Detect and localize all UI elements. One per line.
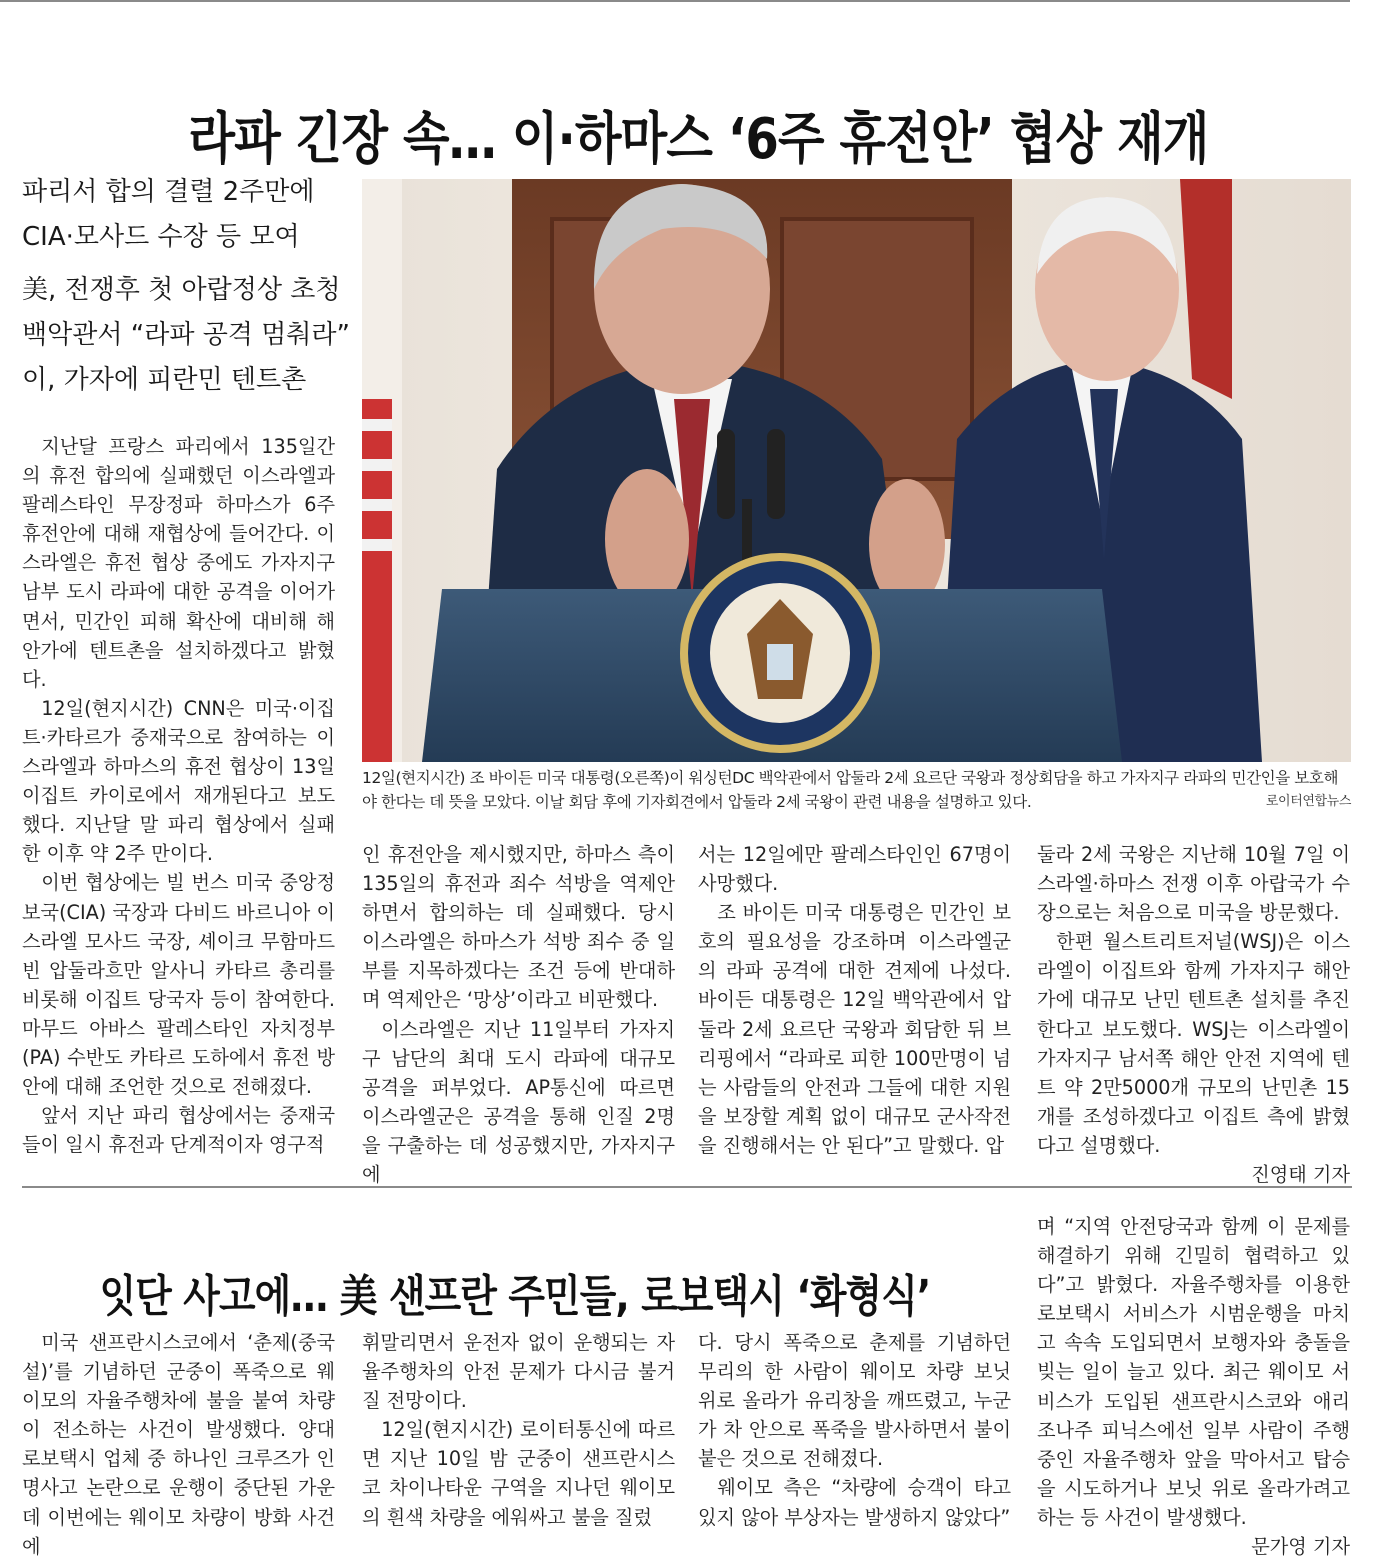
paragraph: 휘말리면서 운전자 없이 운행되는 자율주행차의 안전 문제가 다시금 불거질 전망이다. bbox=[362, 1331, 675, 1413]
top-rule bbox=[0, 0, 1350, 2]
paragraph: 다. 당시 폭죽으로 춘제를 기념하던 무리의 한 사람이 웨이모 차량 보닛 위로 올라가 유리창을 깨뜨렸고, 누군가 차 안으로 폭죽을 발사하면서 불이 붙은 것으로 전해졌다. bbox=[698, 1331, 1011, 1471]
caption-text: 12일(현지시간) 조 바이든 미국 대통령(오른쪽)이 워싱턴DC 백악관에서 압둘라 2세 요르단 국왕과 정상회담을 하고 가자지구 라파의 민간인을 보호해야 한다는 데 뜻을 모았다. 이날 회담 후에 기자회견에서 압둘라 2세 국왕이 관련 내용을 설명하고 있다. bbox=[362, 769, 1339, 811]
paragraph: 둘라 2세 국왕은 지난해 10월 7일 이스라엘·하마스 전쟁 이후 아랍국가 수장으로는 처음으로 미국을 방문했다. bbox=[1037, 843, 1350, 925]
article2-column-1 bbox=[22, 1328, 335, 1561]
photo-credit: 로이터연합뉴스 bbox=[1265, 794, 1351, 809]
paragraph: 이스라엘은 지난 11일부터 가자지구 남단의 최대 도시 라파에 대규모 공격을 퍼부었다. AP통신에 따르면 이스라엘군은 공격을 통해 인질 2명을 구출하는 데 성공했지만, 가자지구에 bbox=[362, 1017, 675, 1187]
article1-subheads bbox=[22, 170, 351, 411]
subhead-line: 백악관서 “라파 공격 멈춰라” bbox=[22, 320, 351, 350]
paragraph: 미국 샌프란시스코에서 ‘춘제(중국설)’를 기념하던 군중이 폭죽으로 웨이모의 자율주행차에 불을 붙여 차량이 전소하는 사건이 발생했다. 양대 로보택시 업체 중 하나인 크루즈가 인명사고 논란으로 운행이 중단된 가운데 이번에는 웨이모 차량이 방화 사건에 bbox=[22, 1331, 335, 1558]
news-photo bbox=[362, 179, 1351, 762]
byline: 진영태 기자 bbox=[1251, 1163, 1350, 1187]
subhead-group-1 bbox=[22, 170, 342, 260]
paragraph: 12일(현지시간) 로이터통신에 따르면 지난 10일 밤 군중이 샌프란시스코 차이나타운 구역을 지나던 웨이모의 흰색 차량을 에워싸고 불을 질렀 bbox=[362, 1418, 675, 1529]
paragraph: 며 “지역 안전당국과 함께 이 문제를 해결하기 위해 긴밀히 협력하고 있다”고 밝혔다. 자율주행차를 이용한 로보택시 서비스가 시범운행을 마치고 속속 도입되면서 보행자와 충돌을 빚는 일이 늘고 있다. 최근 웨이모 서비스가 도입된 샌프란시스코와 애리조나주 피닉스에선 일부 사람이 주행 중인 자율주행차 앞을 막아서고 탑승을 시도하거나 보닛 위로 올라가려고 하는 등 사건이 발생했다. bbox=[1037, 1215, 1350, 1529]
paragraph: 12일(현지시간) CNN은 미국·이집트·카타르가 중재국으로 참여하는 이스라엘과 하마스의 휴전 협상이 13일 이집트 카이로에서 재개된다고 보도했다. 지난달 말 파리 협상에서 실패한 이후 약 2주 만이다. bbox=[22, 696, 335, 866]
paragraph: 서는 12일에만 팔레스타인인 67명이 사망했다. bbox=[698, 843, 1011, 896]
article2-column-4 bbox=[1037, 1212, 1350, 1561]
subhead-line: 이, 가자에 피란민 텐트촌 bbox=[22, 365, 307, 395]
paragraph: 이번 협상에는 빌 번스 미국 중앙정보국(CIA) 국장과 다비드 바르니아 이스라엘 모사드 국장, 셰이크 무함마드 빈 압둘라흐만 알사니 카타르 총리를 비롯해 이집트 당국자 등이 참여한다. 마무드 아바스 팔레스타인 자치정부(PA) 수반도 카타르 도하에서 휴전 방안에 대해 조언한 것으로 전해졌다. bbox=[22, 871, 335, 1099]
article1-column-1 bbox=[22, 432, 335, 1159]
paragraph: 조 바이든 미국 대통령은 민간인 보호의 필요성을 강조하며 이스라엘군의 라파 공격에 대한 견제에 나섰다. 바이든 대통령은 12일 백악관에서 압둘라 2세 요르단 국왕과 회담한 뒤 브리핑에서 “라파로 피한 100만명이 넘는 사람들의 안전과 그들에 대한 지원을 보장할 계획 없이 대규모 군사작전을 진행해서는 안 된다”고 말했다. 압 bbox=[698, 901, 1011, 1157]
article1-headline: 라파 긴장 속… 이·하마스 ‘6주 휴전안’ 협상 재개 bbox=[188, 106, 1209, 172]
subhead-line: CIA·모사드 수장 등 모여 bbox=[22, 222, 300, 252]
article-divider bbox=[22, 1186, 1352, 1188]
photo-caption bbox=[362, 766, 1351, 814]
subhead-line: 파리서 합의 결렬 2주만에 bbox=[22, 177, 315, 207]
article2-column-2 bbox=[362, 1328, 675, 1532]
photo-illustration bbox=[362, 179, 1351, 762]
article1-column-2 bbox=[362, 840, 675, 1189]
paragraph: 웨이모 측은 “차량에 승객이 타고 있지 않아 부상자는 발생하지 않았다” bbox=[698, 1476, 1011, 1529]
subhead-line: 美, 전쟁후 첫 아랍정상 초청 bbox=[22, 275, 341, 305]
article2-headline: 잇단 사고에… 美 샌프란 주민들, 로보택시 ‘화형식’ bbox=[99, 1270, 931, 1322]
subhead-group-2 bbox=[22, 268, 351, 403]
paragraph: 앞서 지난 파리 협상에서는 중재국들이 일시 휴전과 단계적이자 영구적 bbox=[22, 1104, 335, 1157]
article1-column-3 bbox=[698, 840, 1011, 1160]
paragraph: 지난달 프랑스 파리에서 135일간의 휴전 합의에 실패했던 이스라엘과 팔레스타인 무장정파 하마스가 6주 휴전안에 대해 재협상에 들어간다. 이스라엘은 휴전 협상 중에도 가자지구 남부 도시 라파에 대한 공격을 이어가면서, 민간인 피해 확산에 대비해 해안가에 텐트촌을 설치하겠다고 밝혔다. bbox=[22, 435, 335, 691]
paragraph: 인 휴전안을 제시했지만, 하마스 측이 135일의 휴전과 죄수 석방을 역제안하면서 합의하는 데 실패했다. 당시 이스라엘은 하마스가 석방 죄수 중 일부를 지목하겠다는 조건 등에 반대하며 역제안은 ‘망상’이라고 비판했다. bbox=[362, 843, 675, 1012]
article1-column-4 bbox=[1037, 840, 1350, 1189]
byline: 문가영 기자 bbox=[1251, 1535, 1350, 1559]
paragraph: 한편 월스트리트저널(WSJ)은 이스라엘이 이집트와 함께 가자지구 해안가에 대규모 난민 텐트촌 설치를 추진한다고 보도했다. WSJ는 이스라엘이 가자지구 남서쪽 해안 안전 지역에 텐트 약 2만5000개 규모의 난민촌 15개를 조성하겠다고 이집트 측에 밝혔다고 설명했다. bbox=[1037, 930, 1350, 1157]
article2-column-3 bbox=[698, 1328, 1011, 1532]
